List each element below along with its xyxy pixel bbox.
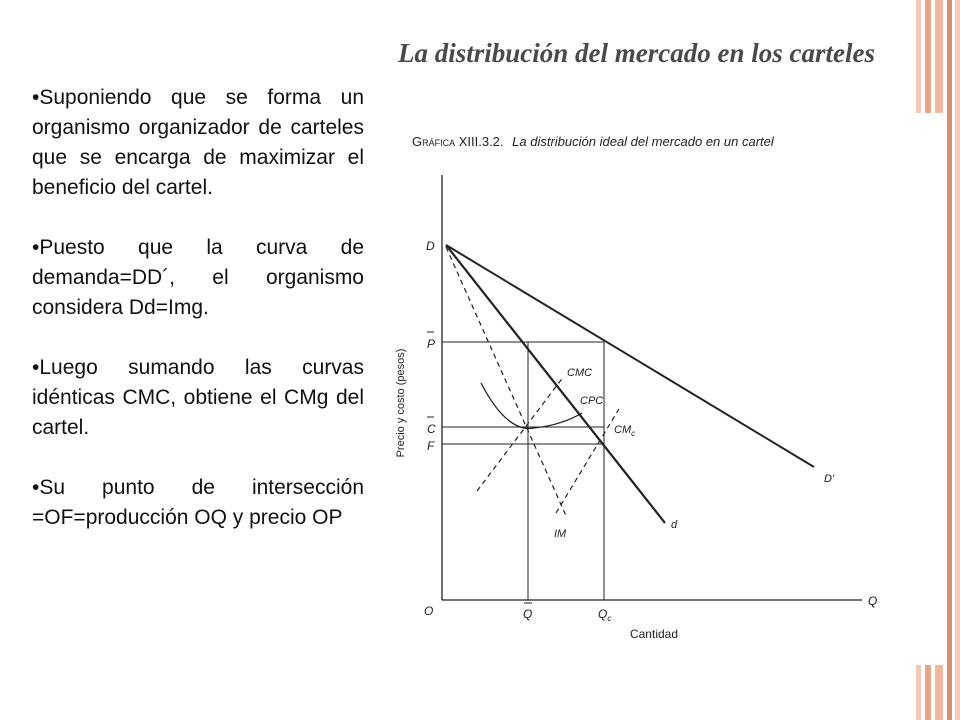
bullet-text: Suponiendo que se forma un organismo organizador de carteles que se encarga de maximizar el beneficio del cartel.: [32, 86, 364, 199]
x-axis-end-label: Q: [868, 594, 878, 608]
label-mr-end: d: [671, 519, 678, 531]
marginal-revenue-curve: [446, 245, 665, 523]
label-f: F: [427, 439, 435, 453]
label-qc: [598, 607, 611, 623]
label-qc-main: Q: [598, 607, 608, 621]
bullet-glyph: •: [32, 86, 40, 109]
bullet-item: [32, 473, 364, 533]
im-curve: [446, 247, 567, 518]
origin-label: O: [424, 604, 434, 618]
bullet-item: [32, 83, 364, 203]
label-cmc: CMC: [567, 367, 593, 379]
cartel-diagram: [384, 113, 946, 665]
label-d: D: [426, 239, 435, 253]
caption-text: La distribución ideal del mercado en un cartel: [512, 134, 774, 149]
y-axis-title: Precio y costo (pesos): [395, 348, 407, 458]
label-cmc-cartel: [614, 424, 635, 438]
label-c: C: [427, 422, 436, 436]
label-cpc: CPC: [580, 395, 604, 407]
bullet-glyph: •: [32, 476, 40, 499]
bullet-item: [32, 353, 364, 443]
label-im: IM: [554, 528, 567, 540]
bullet-item: [32, 233, 364, 323]
caption-prefix: Gráfica XIII.3.2.: [412, 134, 504, 149]
cmc-firm-curve: [477, 376, 564, 491]
diagram-svg: [384, 113, 946, 665]
label-cm-sub: c: [631, 429, 636, 438]
bullet-text: Luego sumando las curvas idénticas CMC, obtiene el CMg del cartel.: [32, 356, 364, 439]
bullet-text: Su punto de intersección =OF=producción OQ y precio OP: [32, 476, 364, 529]
cpc-curve: [481, 383, 582, 428]
label-p: P: [427, 337, 436, 351]
bullet-glyph: •: [32, 236, 40, 259]
bullet-glyph: •: [32, 356, 40, 379]
label-cm: CM: [614, 424, 632, 436]
label-qc-sub: c: [607, 614, 612, 623]
label-qbar: Q: [523, 607, 533, 621]
bullet-text: Puesto que la curva de demanda=DD´, el organismo considera Dd=Img.: [32, 236, 364, 319]
label-demand-end: D': [824, 473, 835, 485]
bullet-list: [32, 83, 364, 563]
slide-title: La distribución del mercado en los carteles: [398, 38, 875, 68]
figure-caption: [412, 134, 775, 149]
x-axis-title: Cantidad: [629, 627, 679, 641]
